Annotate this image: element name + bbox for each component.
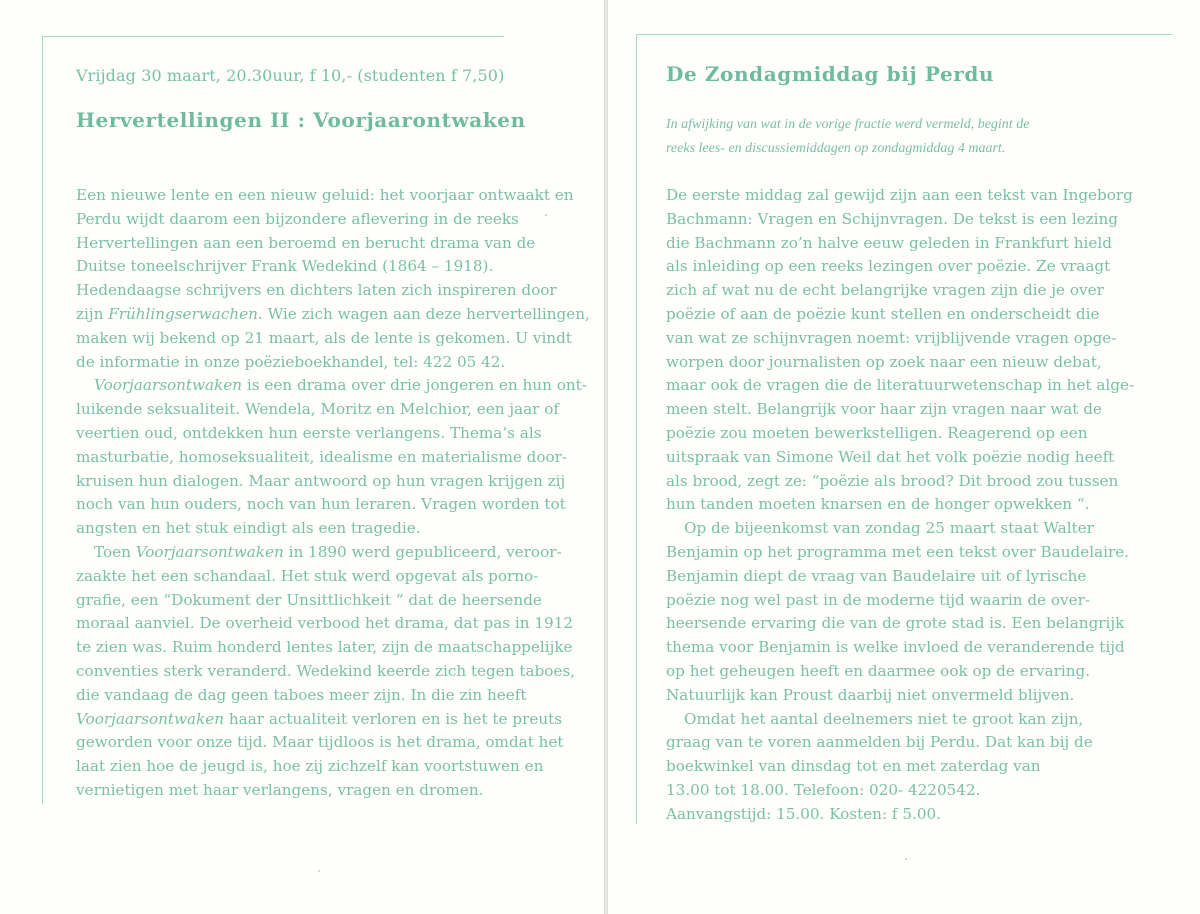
text-line: maar ook de vragen die de literatuurwetenschap in het alge- [666,376,1135,395]
work-title: Voorjaarsontwaken [76,709,225,728]
intro-line: In afwijking van wat in de vorige fractie werd vermeld, begint de [666,117,1030,132]
text-line: als inleiding op een reeks lezingen over poëzie. Ze vraagt [666,257,1111,276]
text-line: zich af wat nu de echt belangrijke vragen zijn die je over [666,281,1104,300]
text-line: Een nieuwe lente en een nieuw geluid: het voorjaar ontwaakt en [76,186,574,204]
right-body-text [666,184,1156,827]
text-line: Bachmann: Vragen en Schijnvragen. De tekst is een lezing [666,209,1119,228]
text-line: maken wij bekend op 21 maart, als de lente is gekomen. U vindt [76,328,572,347]
text-line: noch van hun ouders, noch van hun leraren. Vragen worden tot [76,495,566,514]
text-line: geworden voor onze tijd. Maar tijdloos is het drama, omdat het [76,733,564,752]
left-frame-top-rule [42,36,504,37]
text-line: grafie, een “Dokument der Unsittlichkeit “ dat de heersende [76,590,542,609]
work-title: Frühlingserwachen [108,304,258,323]
text-line: De eerste middag zal gewijd zijn aan een tekst van Ingeborg [666,186,1133,204]
text-line: poëzie nog wel past in de moderne tijd waarin de over- [666,590,1090,609]
text-line: conventies sterk veranderd. Wedekind keerde zich tegen taboes, [76,661,575,680]
text-line: Perdu wijdt daarom een bijzondere aflevering in de reeks [76,209,519,228]
scan-speck [545,214,547,216]
text-line: masturbatie, homoseksualiteit, idealisme en materialisme door- [76,447,568,466]
text-line: thema voor Benjamin is welke invloed de veranderende tijd [666,638,1125,657]
scan-speck [318,870,320,872]
left-page-title: Hervertellingen II : Voorjaarontwaken [76,108,526,132]
text-line: te zien was. Ruim honderd lentes later, zijn de maatschappelijke [76,638,573,657]
intro-line: reeks lees- en discussiemiddagen op zondagmiddag 4 maart. [666,141,1006,156]
text-line: de informatie in onze poëzieboekhandel, tel: 422 05 42. [76,352,506,371]
text-line: die Bachmann zo’n halve eeuw geleden in Frankfurt hield [666,233,1112,252]
text-line: Aanvangstijd: 15.00. Kosten: f 5.00. [666,804,941,823]
text-line: veertien oud, ontdekken hun eerste verlangens. Thema’s als [76,423,542,442]
text-line: Toen Voorjaarsontwaken in 1890 werd gepubliceerd, veroor- [94,542,562,561]
text-line: Duitse toneelschrijver Frank Wedekind (1864 – 1918). [76,257,494,276]
text-line: Op de bijeenkomst van zondag 25 maart staat Walter [684,519,1094,538]
text-line: moraal aanviel. De overheid verbood het drama, dat pas in 1912 [76,614,574,633]
text-line: laat zien hoe de jeugd is, hoe zij zichzelf kan voortstuwen en [76,757,544,776]
text-line: uitspraak van Simone Weil dat het volk poëzie nodig heeft [666,447,1115,466]
text-line: zaakte het een schandaal. Het stuk werd opgevat als porno- [76,566,539,585]
text-line: worpen door journalisten op zoek naar een nieuw debat, [666,352,1102,371]
text-line: Omdat het aantal deelnemers niet te groot kan zijn, [684,709,1084,728]
text-line: Hedendaagse schrijvers en dichters laten zich inspireren door [76,281,557,300]
work-title: Voorjaarsontwaken [94,376,243,395]
text-line: hun tanden moeten knarsen en de honger opwekken “. [666,495,1090,514]
right-frame-side-rule [636,34,637,824]
scan-speck [905,858,907,860]
text-line: vernietigen met haar verlangens, vragen en dromen. [76,780,484,799]
text-line: op het geheugen heeft en daarmee ook op de ervaring. [666,661,1091,680]
text-line: Hervertellingen aan een beroemd en berucht drama van de [76,233,536,252]
text-line: angsten en het stuk eindigt als een tragedie. [76,519,421,538]
text-line: Natuurlijk kan Proust daarbij niet onvermeld blijven. [666,685,1075,704]
text-line: Benjamin op het programma met een tekst over Baudelaire. [666,542,1130,561]
text-line: poëzie of aan de poëzie kunt stellen en onderscheidt die [666,304,1100,323]
left-body-text [76,184,590,803]
text-line: luikende seksualiteit. Wendela, Moritz en Melchior, een jaar of [76,400,559,419]
left-frame-side-rule [42,36,43,804]
text-line: poëzie zou moeten bewerkstelligen. Reagerend op een [666,423,1088,442]
text-line: kruisen hun dialogen. Maar antwoord op hun vragen krijgen zij [76,471,566,490]
text-line: heersende ervaring die van de grote stad is. Een belangrijk [666,614,1125,633]
event-date-price: Vrijdag 30 maart, 20.30uur, f 10,- (studenten f 7,50) [76,66,505,85]
text-line: zijn Frühlingserwachen. Wie zich wagen aan deze hervertellingen, [76,304,590,323]
text-line: Voorjaarsontwaken haar actualiteit verloren en is het te preuts [76,709,562,728]
right-intro-note [666,113,1106,161]
right-frame-top-rule [636,34,1172,35]
text-line: Voorjaarsontwaken is een drama over drie jongeren en hun ont- [94,376,587,395]
text-line: die vandaag de dag geen taboes meer zijn. In die zin heeft [76,685,527,704]
text-line: Benjamin diept de vraag van Baudelaire uit of lyrische [666,566,1087,585]
text-line: als brood, zegt ze: “poëzie als brood? Dit brood zou tussen [666,471,1119,490]
text-line: 13.00 tot 18.00. Telefoon: 020- 4220542. [666,780,981,799]
right-page-title: De Zondagmiddag bij Perdu [666,62,995,86]
text-line: van wat ze schijnvragen noemt: vrijblijvende vragen opge- [666,328,1117,347]
text-line: meen stelt. Belangrijk voor haar zijn vragen naar wat de [666,400,1102,419]
text-line: graag van te voren aanmelden bij Perdu. Dat kan bij de [666,733,1093,752]
work-title: Voorjaarsontwaken [135,542,284,561]
text-line: boekwinkel van dinsdag tot en met zaterdag van [666,757,1041,776]
